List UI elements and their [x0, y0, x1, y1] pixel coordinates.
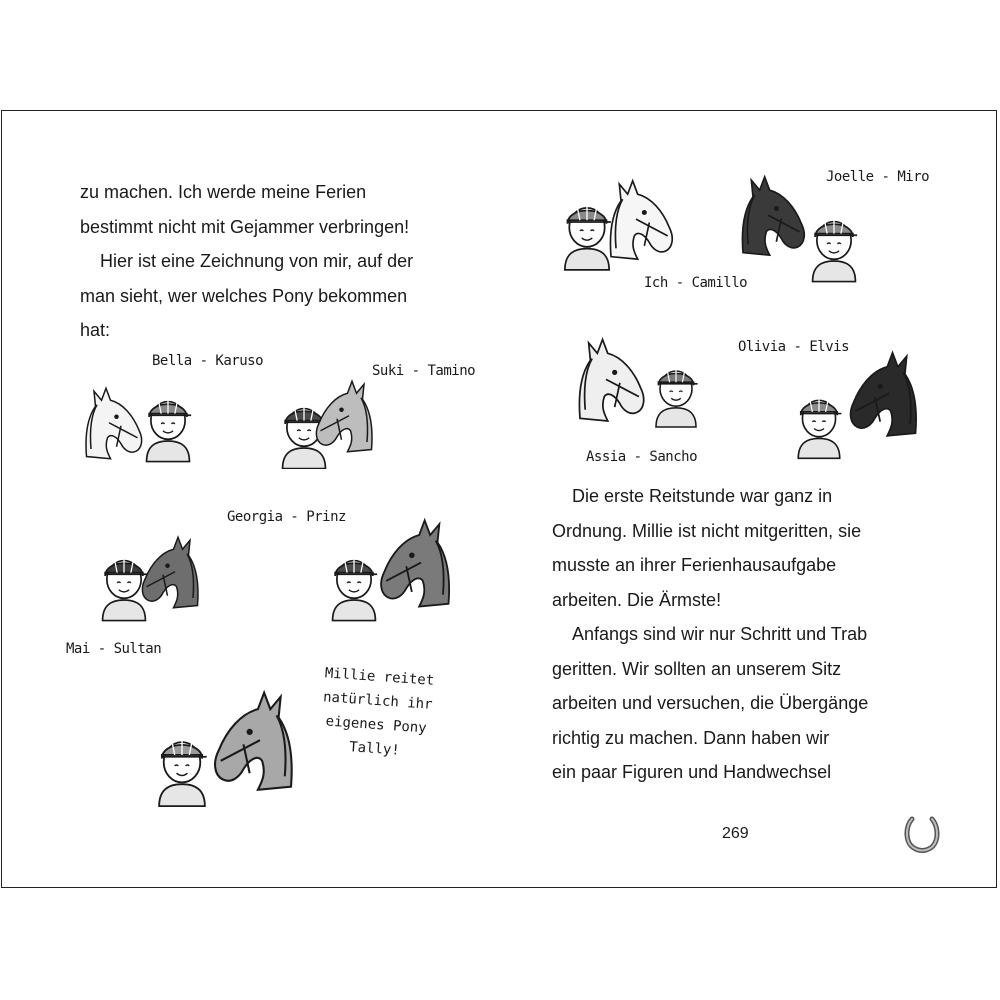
- label-georgia-prinz: Georgia - Prinz: [227, 509, 346, 525]
- text-line: richtig zu machen. Dann haben wir: [552, 727, 830, 748]
- note-millie-tally: [319, 661, 435, 764]
- page-number: 269: [722, 825, 749, 842]
- text-line: arbeiten und versuchen, die Übergänge: [552, 693, 869, 713]
- pony-prinz-illustration: [366, 503, 476, 613]
- text-line: Die erste Reitstunde war ganz in: [572, 486, 833, 506]
- right-page: [500, 111, 998, 887]
- label-ich-camillo: Ich - Camillo: [644, 275, 748, 291]
- label-olivia-elvis: Olivia - Elvis: [738, 339, 850, 355]
- note-line: Millie reitet: [324, 665, 435, 689]
- label-suki-tamino: Suki - Tamino: [372, 363, 476, 379]
- text-line: bestimmt nicht mit Gejammer verbringen!: [80, 216, 410, 237]
- pony-camillo-illustration: [586, 157, 686, 273]
- text-line: arbeiten. Die Ärmste!: [552, 589, 722, 610]
- right-paragraph-2: [552, 617, 868, 790]
- text-line: geritten. Wir sollten an unserem Sitz: [552, 658, 842, 679]
- girl-assia-illustration: [648, 351, 704, 431]
- pony-tamino-illustration: [304, 357, 394, 467]
- left-paragraph-1: [80, 175, 409, 244]
- label-joelle-miro: Joelle - Miro: [826, 169, 930, 185]
- text-line: hat:: [80, 320, 111, 340]
- label-mai-sultan: Mai - Sultan: [66, 641, 162, 657]
- label-bella-karuso: Bella - Karuso: [152, 353, 264, 369]
- label-assia-sancho: Assia - Sancho: [586, 449, 698, 465]
- pony-elvis-illustration: [836, 333, 942, 445]
- text-line: Ordnung. Millie ist nicht mitgeritten, sie: [552, 520, 862, 541]
- horseshoe-icon: [904, 813, 940, 853]
- girl-joelle-illustration: [804, 201, 864, 285]
- girl-bella-illustration: [138, 383, 198, 463]
- text-line: musste an ihrer Ferienhausaufgabe: [552, 555, 837, 575]
- pony-miro-illustration: [718, 155, 818, 267]
- left-page: [2, 111, 500, 887]
- note-line: natürlich ihr: [322, 689, 434, 713]
- note-line: Tally!: [348, 739, 401, 759]
- text-line: ein paar Figuren und Handwechsel: [552, 762, 832, 782]
- left-paragraph-2: [80, 244, 413, 348]
- text-line: Anfangs sind wir nur Schritt und Trab: [572, 624, 868, 644]
- right-paragraph-1: [552, 479, 861, 617]
- pony-sultan-illustration: [130, 513, 220, 623]
- book-spread: [1, 110, 997, 888]
- text-line: zu machen. Ich werde meine Ferien: [80, 182, 367, 202]
- pony-tally-illustration: [198, 667, 322, 803]
- text-line: Hier ist eine Zeichnung von mir, auf der: [100, 251, 414, 271]
- note-line: eigenes Pony: [325, 713, 428, 737]
- pony-sancho-illustration: [554, 321, 658, 429]
- text-line: man sieht, wer welches Pony bekommen: [80, 285, 408, 306]
